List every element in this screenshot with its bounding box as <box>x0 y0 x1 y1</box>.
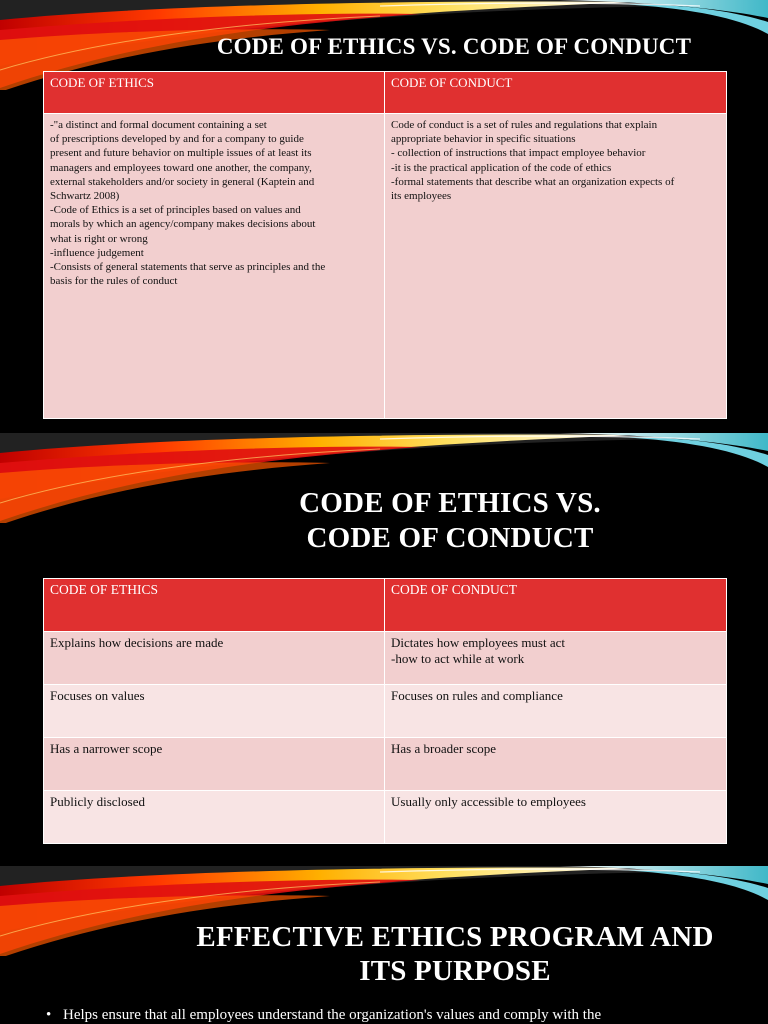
bullet-icon: • <box>46 1007 52 1023</box>
text-line: appropriate behavior in specific situations <box>391 133 576 146</box>
title-line: CODE OF ETHICS VS. <box>299 487 601 519</box>
header-code-of-conduct: CODE OF CONDUCT <box>385 579 727 632</box>
text-line: -influence judgement <box>50 246 144 259</box>
text-line: external stakeholders and/or society in general (Kaptein and <box>50 175 315 188</box>
text-line: - collection of instructions that impact employee behavior <box>391 147 646 160</box>
table-row <box>44 738 727 791</box>
table-row <box>44 685 727 738</box>
text-line: managers and employees toward one another, the company, <box>50 161 312 174</box>
header-code-of-ethics: CODE OF ETHICS <box>44 579 385 632</box>
text-line: -Code of Ethics is a set of principles based on values and <box>50 204 301 217</box>
bullet-text: Helps ensure that all employees understand the organization's values and comply with the <box>63 1007 602 1023</box>
conduct-cell <box>385 632 727 685</box>
conduct-cell: Focuses on rules and compliance <box>385 685 727 738</box>
ethics-cell: Publicly disclosed <box>44 791 385 844</box>
bullet-point <box>46 1007 766 1024</box>
ethics-cell: Explains how decisions are made <box>44 632 385 685</box>
title-line: ITS PURPOSE <box>359 955 551 987</box>
ethics-conduct-comparison-table <box>43 578 727 844</box>
text-line: morals by which an agency/company makes decisions about <box>50 218 316 231</box>
slide-title: CODE OF ETHICS VS. CODE OF CONDUCT <box>216 34 692 59</box>
text-line: present and future behavior on multiple issues of at least its <box>50 147 312 160</box>
ethics-cell: Focuses on values <box>44 685 385 738</box>
slide-code-comparison-detailed <box>0 0 768 432</box>
text-line: of prescriptions developed by and for a company to guide <box>50 133 304 146</box>
text-line: Schwartz 2008) <box>50 190 120 203</box>
ethics-conduct-definition-table <box>43 71 727 419</box>
table-header-row <box>44 72 727 114</box>
cell-text: Dictates how employees must act <box>391 635 566 650</box>
slide-title <box>170 920 740 988</box>
text-line: basis for the rules of conduct <box>50 275 178 288</box>
text-line: -Consists of general statements that serve as principles and the <box>50 261 326 274</box>
slide-title <box>250 486 650 556</box>
slide-code-comparison-summary <box>0 433 768 865</box>
text-line: its employees <box>391 190 452 203</box>
text-line: -"a distinct and formal document containing a set <box>50 119 267 131</box>
table-header-row <box>44 579 727 632</box>
table-row <box>44 632 727 685</box>
table-row <box>44 791 727 844</box>
text-line: Code of conduct is a set of rules and regulations that explain <box>391 119 658 131</box>
header-code-of-conduct: CODE OF CONDUCT <box>385 72 727 114</box>
table-row <box>44 114 727 419</box>
slide-effective-ethics-program <box>0 866 768 1024</box>
conduct-definition-cell <box>385 114 727 419</box>
title-line: CODE OF CONDUCT <box>306 522 594 554</box>
title-line: EFFECTIVE ETHICS PROGRAM AND <box>196 921 714 953</box>
ethics-cell: Has a narrower scope <box>44 738 385 791</box>
text-line: what is right or wrong <box>50 232 148 245</box>
header-code-of-ethics: CODE OF ETHICS <box>44 72 385 114</box>
text-line: -formal statements that describe what an organization expects of <box>391 175 675 188</box>
text-line: -it is the practical application of the code of ethics <box>391 161 612 174</box>
cell-text: -how to act while at work <box>391 651 525 666</box>
conduct-cell: Has a broader scope <box>385 738 727 791</box>
conduct-cell: Usually only accessible to employees <box>385 791 727 844</box>
ethics-definition-cell <box>44 114 385 419</box>
